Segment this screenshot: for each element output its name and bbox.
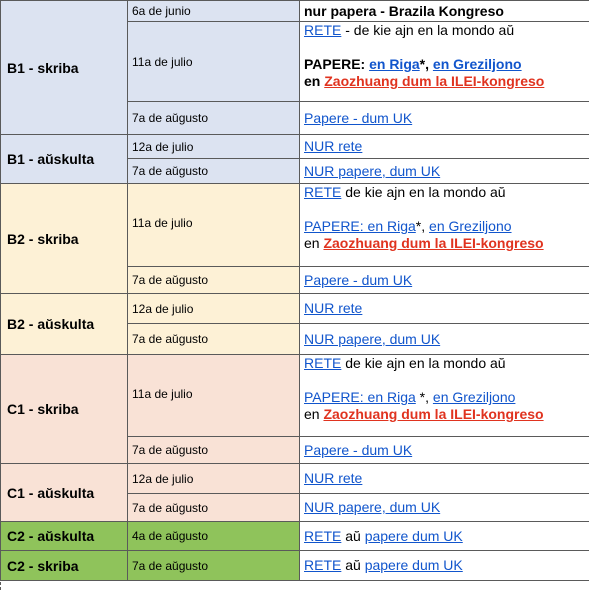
papere-uk-link[interactable]: Papere - dum UK [304, 271, 413, 288]
info-text: de kie ajn en la mondo aŭ [341, 355, 506, 371]
table-row [1, 522, 589, 551]
au-text: aŭ [341, 527, 365, 544]
nur-papere-link[interactable]: NUR papere, dum UK [304, 499, 441, 515]
date-cell: 6a de junio [128, 1, 300, 22]
riga-link[interactable]: PAPERE: en Riga [304, 389, 416, 405]
en-text: en [304, 235, 324, 251]
greziljono-link[interactable]: en Greziljono [432, 56, 522, 72]
rete-link[interactable]: RETE [304, 355, 342, 371]
en-text: en [304, 73, 321, 89]
info-cell [300, 494, 589, 522]
info-cell [300, 135, 589, 159]
greziljono-link[interactable]: en Greziljono [429, 218, 512, 234]
star-mark: *, [419, 56, 430, 72]
level-cell: B1 - skriba [1, 1, 128, 135]
left-edge [0, 0, 1, 600]
au-text: aŭ [341, 557, 365, 573]
info-cell [300, 22, 589, 102]
date-cell: 7a de aŭgusto [128, 551, 300, 581]
date-cell: 11a de julio [128, 184, 300, 267]
date-cell: 4a de aŭgusto [128, 522, 300, 551]
date-cell: 11a de julio [128, 22, 300, 102]
riga-link[interactable]: en Riga [369, 56, 420, 72]
greziljono-link[interactable]: en Greziljono [432, 389, 516, 405]
date-cell: 7a de aŭgusto [128, 324, 300, 355]
date-cell: 12a de julio [128, 294, 300, 324]
date-cell: 7a de aŭgusto [128, 159, 300, 184]
info-text: nur papera - Brazila Kongreso [304, 2, 504, 19]
date-cell: 11a de julio [128, 355, 300, 437]
papere-label: PAPERE: [304, 56, 366, 72]
info-cell [300, 1, 589, 22]
nur-rete-link[interactable]: NUR rete [304, 138, 363, 154]
zaozhuang-link[interactable]: Zaozhuang dum la ILEI-kongreso [324, 73, 545, 89]
date-cell: 12a de julio [128, 135, 300, 159]
table-row [1, 184, 589, 267]
info-cell [300, 102, 589, 135]
info-cell [300, 355, 589, 437]
info-cell [300, 294, 589, 324]
rete-link[interactable]: RETE [304, 527, 342, 544]
rete-link[interactable]: RETE [304, 557, 342, 573]
rete-link[interactable]: RETE [304, 184, 342, 200]
level-cell: C2 - aŭskulta [1, 522, 128, 551]
info-cell [300, 159, 589, 184]
nur-papere-link[interactable]: NUR papere, dum UK [304, 162, 441, 179]
rete-link[interactable]: RETE [304, 22, 342, 38]
date-cell: 7a de aŭgusto [128, 494, 300, 522]
info-cell [300, 267, 589, 294]
bottom-edge [0, 592, 589, 600]
papere-uk-link[interactable]: papere dum UK [364, 557, 463, 573]
date-cell: 12a de julio [128, 464, 300, 494]
table-row [1, 551, 589, 581]
info-cell [300, 551, 589, 581]
riga-link[interactable]: PAPERE: en Riga [304, 218, 416, 234]
level-cell: C1 - skriba [1, 355, 128, 464]
papere-uk-link[interactable]: Papere - dum UK [304, 441, 413, 458]
level-cell: C1 - aŭskulta [1, 464, 128, 522]
nur-rete-link[interactable]: NUR rete [304, 470, 363, 486]
date-cell: 7a de aŭgusto [128, 437, 300, 464]
zaozhuang-link[interactable]: Zaozhuang dum la ILEI-kongreso [323, 406, 544, 422]
level-cell: C2 - skriba [1, 551, 128, 581]
zaozhuang-link[interactable]: Zaozhuang dum la ILEI-kongreso [323, 235, 544, 251]
table-row [1, 1, 589, 22]
info-cell [300, 184, 589, 267]
star-mark: *, [415, 389, 433, 405]
info-cell [300, 437, 589, 464]
info-text: de kie ajn en la mondo aŭ [341, 184, 506, 200]
level-cell: B1 - aŭskulta [1, 135, 128, 184]
date-cell: 7a de aŭgusto [128, 267, 300, 294]
table-row [1, 294, 589, 324]
table-row [1, 355, 589, 437]
level-cell: B2 - skriba [1, 184, 128, 294]
nur-papere-link[interactable]: NUR papere, dum UK [304, 330, 441, 347]
info-cell [300, 464, 589, 494]
star-mark: *, [415, 218, 430, 234]
level-cell: B2 - aŭskulta [1, 294, 128, 355]
en-text: en [304, 406, 324, 422]
info-text: - de kie ajn en la mondo aŭ [341, 22, 515, 38]
info-cell [300, 324, 589, 355]
papere-uk-link[interactable]: papere dum UK [364, 527, 463, 544]
info-cell [300, 522, 589, 551]
table-row [1, 135, 589, 159]
papere-uk-link[interactable]: Papere - dum UK [304, 109, 413, 126]
date-cell: 7a de aŭgusto [128, 102, 300, 135]
table-row [1, 464, 589, 494]
nur-rete-link[interactable]: NUR rete [304, 300, 363, 316]
